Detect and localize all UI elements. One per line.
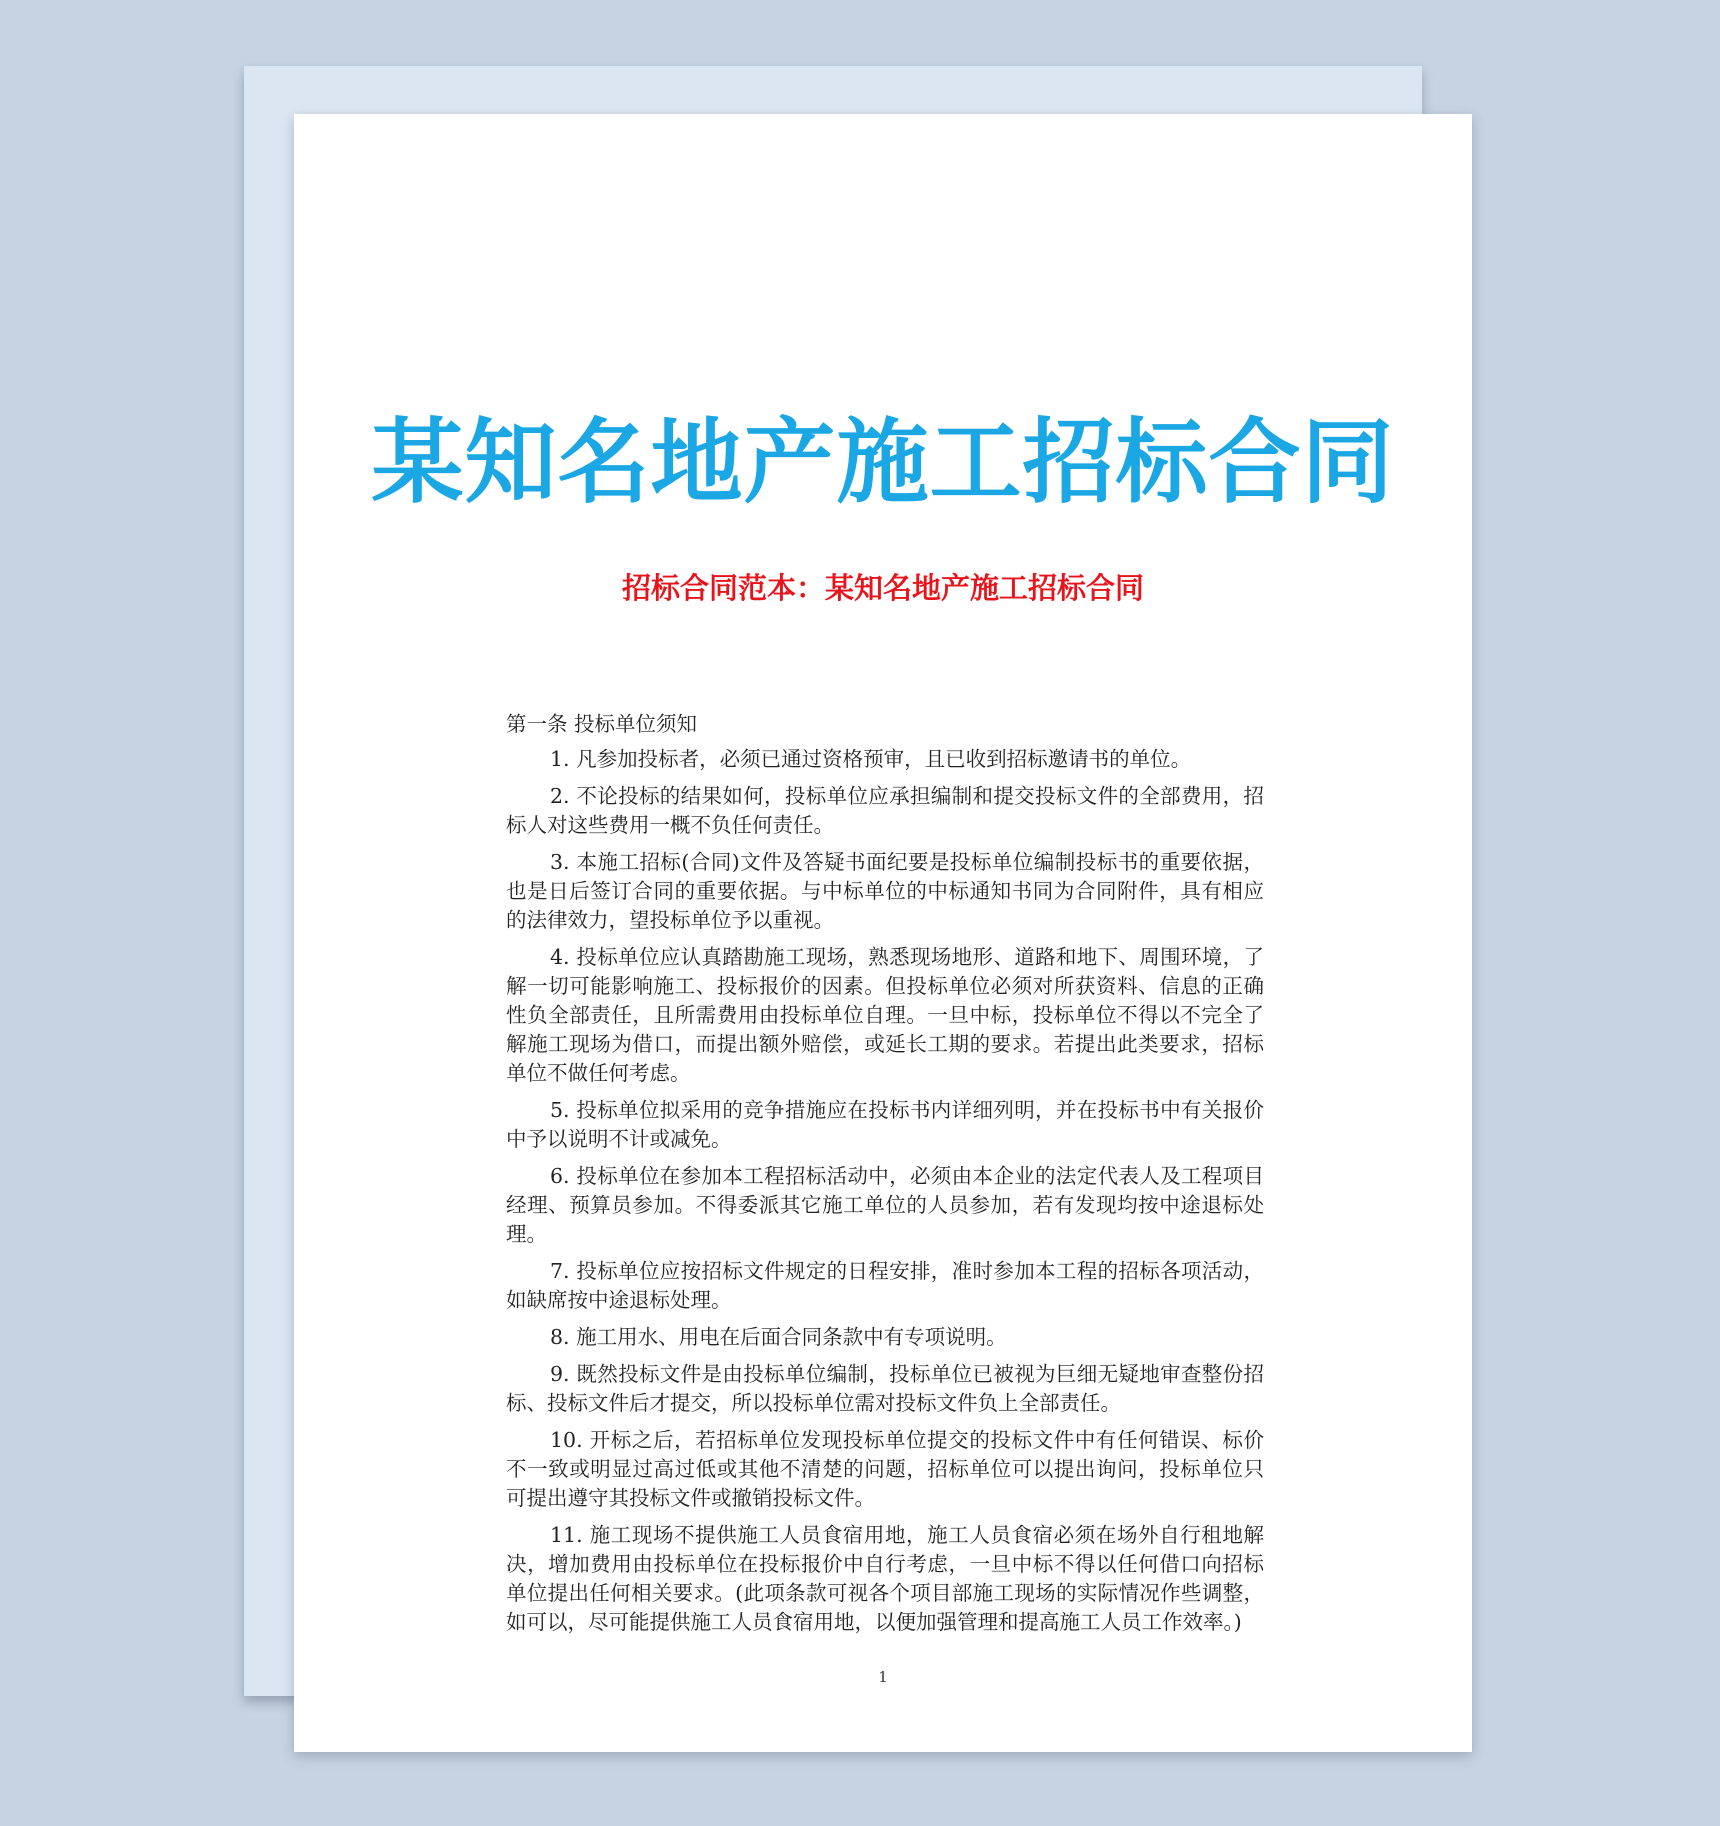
clause-4: 4. 投标单位应认真踏勘施工现场，熟悉现场地形、道路和地下、周围环境，了解一切可能影响施工、投标报价的因素。但投标单位必须对所获资料、信息的正确性负全部责任，且所需费用由投标单位自理。一旦中标，投标单位不得以不完全了解施工现场为借口，而提出额外赔偿，或延长工期的要求。若提出此类要求，招标单位不做任何考虑。 bbox=[506, 945, 1264, 1085]
clause-6: 6. 投标单位在参加本工程招标活动中，必须由本企业的法定代表人及工程项目经理、预算员参加。不得委派其它施工单位的人员参加，若有发现均按中途退标处理。 bbox=[506, 1164, 1264, 1246]
section-heading: 第一条 投标单位须知 bbox=[506, 712, 698, 736]
clause-7: 7. 投标单位应按招标文件规定的日程安排，准时参加本工程的招标各项活动，如缺席按中途退标处理。 bbox=[506, 1259, 1264, 1312]
document-subtitle: 招标合同范本：某知名地产施工招标合同 bbox=[621, 571, 1144, 605]
page-number: 1 bbox=[878, 1668, 888, 1686]
clause-2: 2. 不论投标的结果如何，投标单位应承担编制和提交投标文件的全部费用，招标人对这些费用一概不负任何责任。 bbox=[506, 784, 1264, 837]
clause-11: 11. 施工现场不提供施工人员食宿用地，施工人员食宿必须在场外自行租地解决，增加费用由投标单位在投标报价中自行考虑，一旦中标不得以任何借口向招标单位提出任何相关要求。(此项条款可视各个项目部施工现场的实际情况作些调整，如可以，尽可能提供施工人员食宿用地，以便加强管理和提高施工人员工作效率。) bbox=[506, 1523, 1264, 1634]
clause-9: 9. 既然投标文件是由投标单位编制，投标单位已被视为巨细无疑地审查整份招标、投标文件后才提交，所以投标单位需对投标文件负上全部责任。 bbox=[506, 1362, 1264, 1415]
document-page bbox=[294, 114, 1472, 1752]
document-title: 某知名地产施工招标合同 bbox=[371, 409, 1395, 516]
clause-8: 8. 施工用水、用电在后面合同条款中有专项说明。 bbox=[550, 1325, 1007, 1349]
clause-1: 1. 凡参加投标者，必须已通过资格预审，且已收到招标邀请书的单位。 bbox=[550, 747, 1192, 771]
clause-3: 3. 本施工招标(合同)文件及答疑书面纪要是投标单位编制投标书的重要依据，也是日后签订合同的重要依据。与中标单位的中标通知书同为合同附件，具有相应的法律效力，望投标单位予以重视。 bbox=[506, 850, 1264, 932]
clause-5: 5. 投标单位拟采用的竞争措施应在投标书内详细列明，并在投标书中有关报价中予以说明不计或减免。 bbox=[506, 1098, 1264, 1151]
document-body bbox=[506, 710, 1264, 1645]
clause-10: 10. 开标之后，若招标单位发现投标单位提交的投标文件中有任何错误、标价不一致或明显过高过低或其他不清楚的问题，招标单位可以提出询问，投标单位只可提出遵守其投标文件或撤销投标文件。 bbox=[506, 1428, 1264, 1510]
